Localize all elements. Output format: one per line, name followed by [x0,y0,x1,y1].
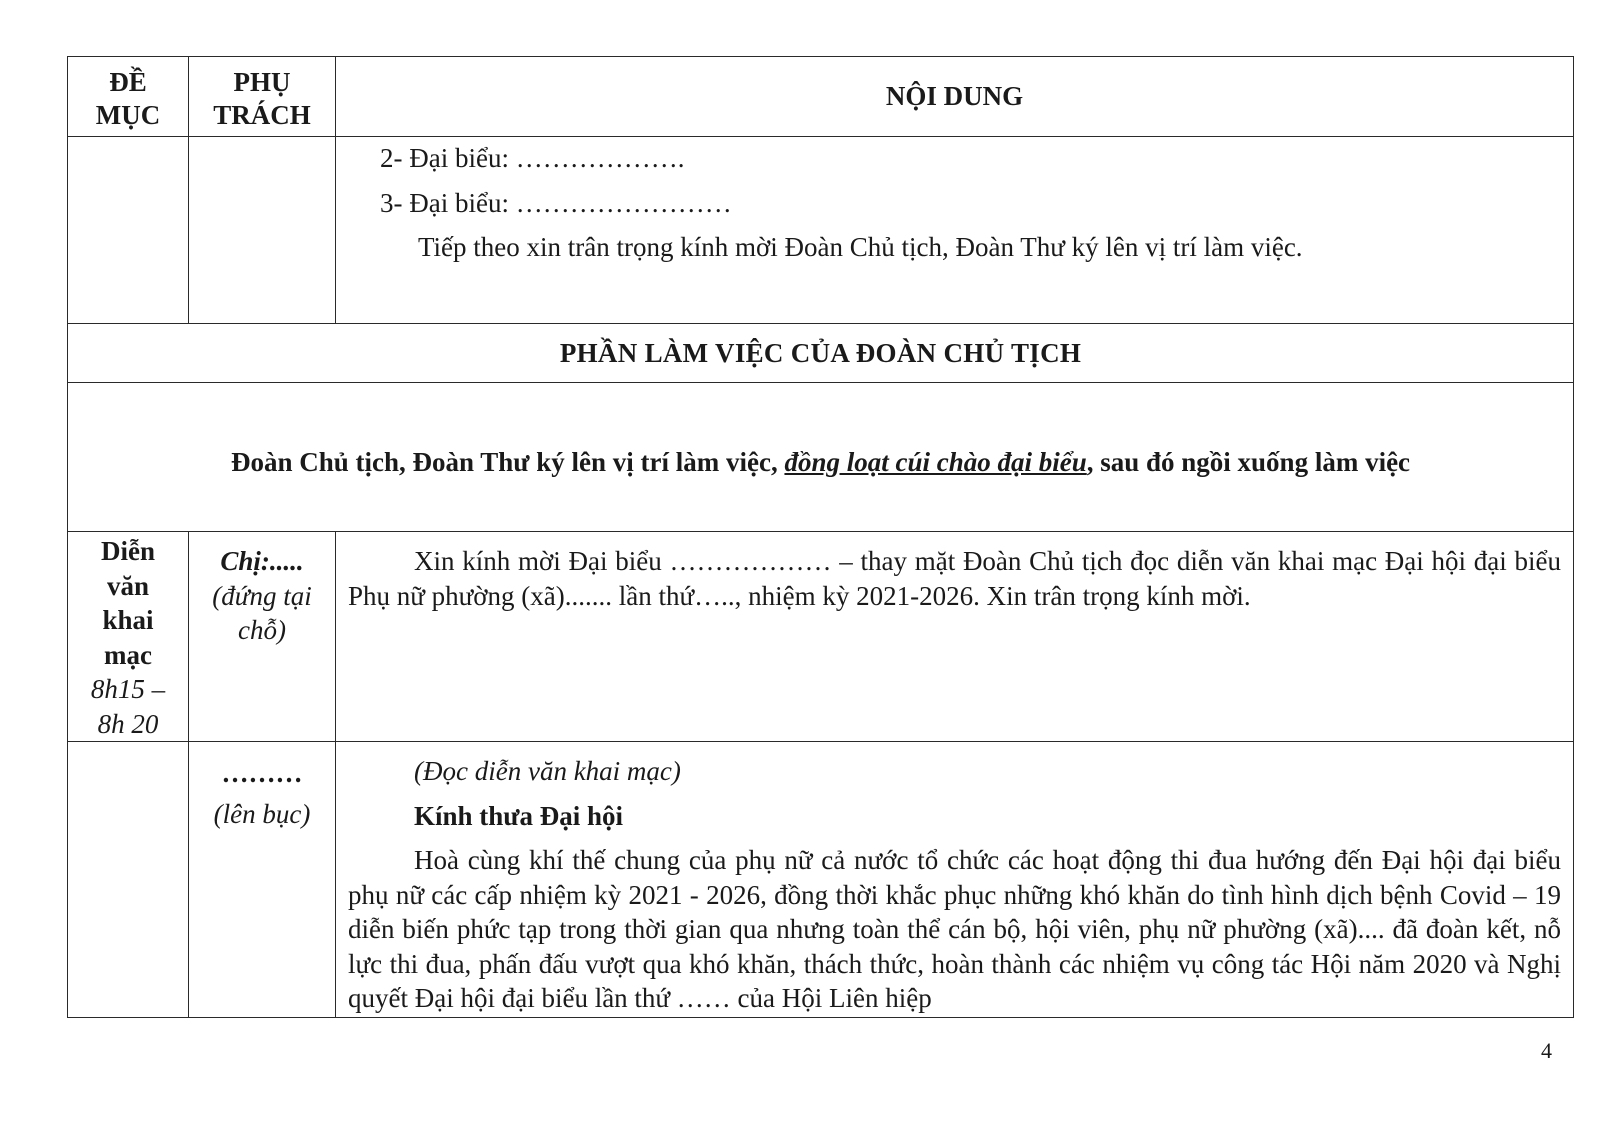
person-cell [189,532,336,742]
speech-greeting: Kính thưa Đại hội [414,800,624,831]
instruction-text [68,383,1574,532]
header-noi-dung: NỘI DUNG [336,57,1574,137]
header-phu-trach: PHỤ TRÁCH [189,57,336,137]
instruction-underlined: đồng loạt cúi chào đại biểu [784,446,1087,477]
section-row [68,324,1574,383]
item-time: 8h15 – 8h 20 [90,674,166,739]
empty-cell [189,137,336,324]
person-name: Chị:..... [220,546,304,576]
delegates-cell [336,137,1574,324]
table-row [68,137,1574,324]
table-row [68,742,1574,1018]
opening-content-cell [336,532,1574,742]
speaker-name: ……… [221,758,303,788]
delegate-line-2: 2- Đại biểu: ………………. [380,143,685,173]
page-number: 4 [1541,1038,1552,1063]
empty-cell [68,137,189,324]
speaker-cell [189,742,336,1018]
speaker-note: (lên bục) [213,798,311,829]
empty-cell [68,742,189,1018]
speech-body: Hoà cùng khí thế chung của phụ nữ cả nước tổ chức các hoạt động thi đua hướng đến Đại hội đại biểu phụ nữ các cấp nhiệm kỳ 2021 - 2026, đồng thời khắc phục những khó khăn do tình hình dịch bệnh Covid – 19 diễn biến phức tạp trong thời gian qua nhưng toàn thể cán bộ, hội viên, phụ nữ phường (xã).... đã đoàn kết, nỗ lực thi đua, phấn đấu vượt qua khó khăn, thách thức, hoàn thành các nhiệm vụ công tác Hội năm 2020 và Nghị quyết Đại hội đại biểu lần thứ …… của Hội Liên hiệp [348,845,1561,1013]
agenda-table [67,56,1574,1018]
header-de-muc: ĐỀ MỤC [68,57,189,137]
table-row [68,532,1574,742]
speech-note: (Đọc diễn văn khai mạc) [414,756,681,786]
person-note: (đứng tại chỗ) [212,580,312,645]
delegate-line-3: 3- Đại biểu: …………………… [380,187,732,218]
instruction-before: Đoàn Chủ tịch, Đoàn Thư ký lên vị trí làm việc, [230,446,785,477]
invite-line: Tiếp theo xin trân trọng kính mời Đoàn Chủ tịch, Đoàn Thư ký lên vị trí làm việc. [418,232,1303,262]
item-opening-cell [68,532,189,742]
item-title: Diễn văn khai mạc [101,536,155,670]
table-header-row [68,57,1574,137]
instruction-after: , sau đó ngồi xuống làm việc [1086,446,1411,477]
instruction-row [68,383,1574,532]
speech-cell [336,742,1574,1018]
opening-content: Xin kính mời Đại biểu ……………… – thay mặt Đoàn Chủ tịch đọc diễn văn khai mạc Đại hội đại biểu Phụ nữ phường (xã)....... lần thứ….., nhiệm kỳ 2021-2026. Xin trân trọng kính mời. [348,546,1561,611]
section-title: PHẦN LÀM VIỆC CỦA ĐOÀN CHỦ TỊCH [68,324,1574,383]
